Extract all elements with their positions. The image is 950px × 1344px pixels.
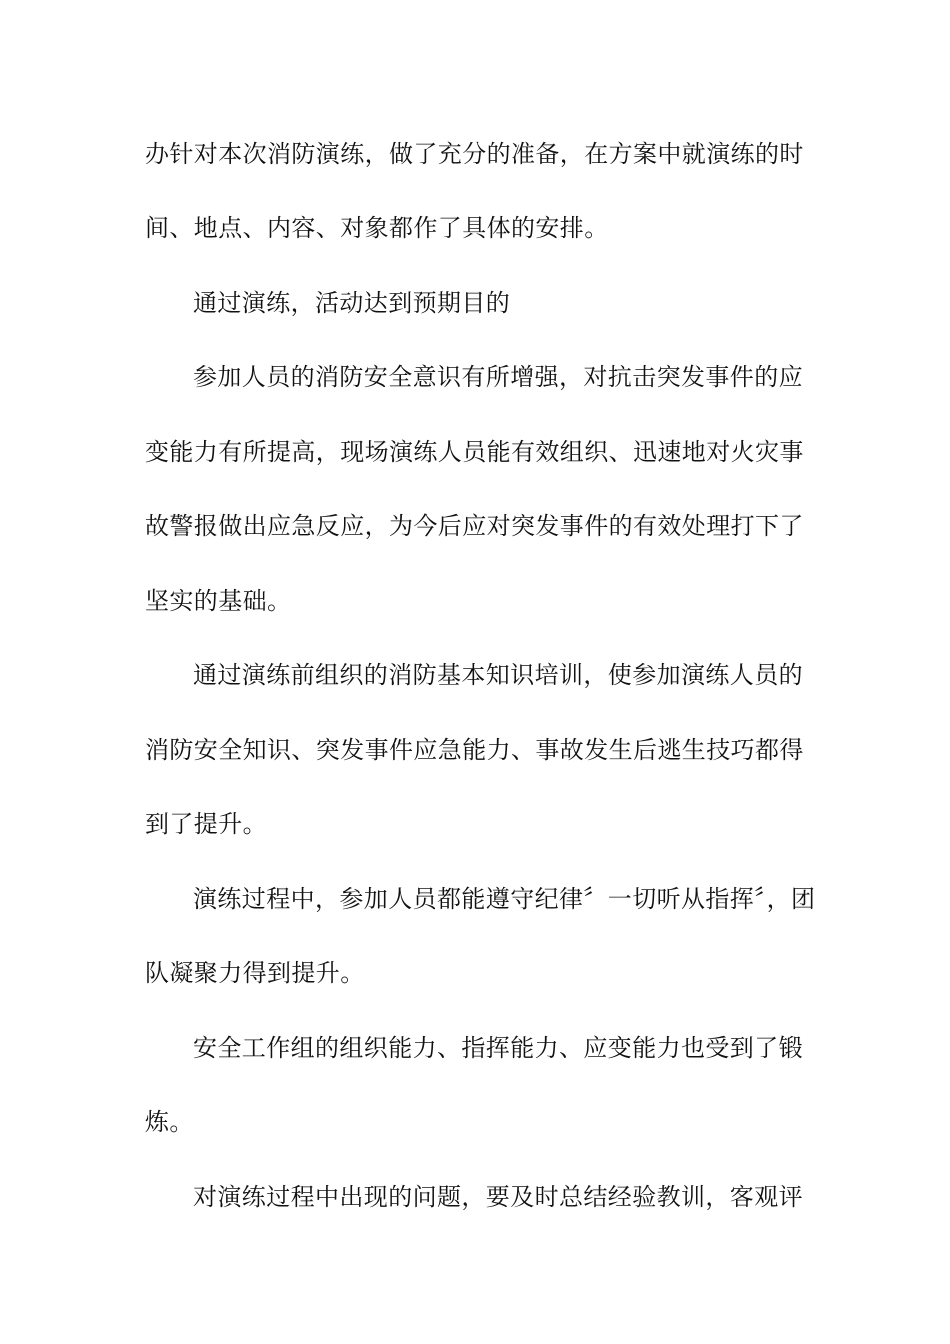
text-line: 故警报做出应急反应，为今后应对突发事件的有效处理打下了	[145, 512, 804, 540]
text-line: 通过演练，活动达到预期目的	[193, 289, 511, 317]
text-line: 演练过程中，参加人员都能遵守纪律〞一切听从指挥〞，团	[193, 885, 816, 913]
text-line: 对演练过程中出现的问题，要及时总结经验教训，客观评	[193, 1183, 803, 1211]
text-line: 办针对本次消防演练，做了充分的准备，在方案中就演练的时	[145, 140, 804, 168]
text-line: 炼。	[145, 1108, 194, 1136]
text-line: 通过演练前组织的消防基本知识培训，使参加演练人员的	[193, 661, 803, 689]
text-line: 到了提升。	[145, 810, 267, 838]
text-line: 坚实的基础。	[145, 587, 292, 615]
text-line: 参加人员的消防安全意识有所增强，对抗击突发事件的应	[193, 363, 803, 391]
text-line: 安全工作组的组织能力、指挥能力、应变能力也受到了锻	[193, 1034, 803, 1062]
text-line: 队凝聚力得到提升。	[145, 959, 365, 987]
text-line: 消防安全知识、突发事件应急能力、事故发生后逃生技巧都得	[145, 736, 804, 764]
text-line: 间、地点、内容、对象都作了具体的安排。	[145, 214, 609, 242]
text-line: 变能力有所提高，现场演练人员能有效组织、迅速地对火灾事	[145, 438, 804, 466]
